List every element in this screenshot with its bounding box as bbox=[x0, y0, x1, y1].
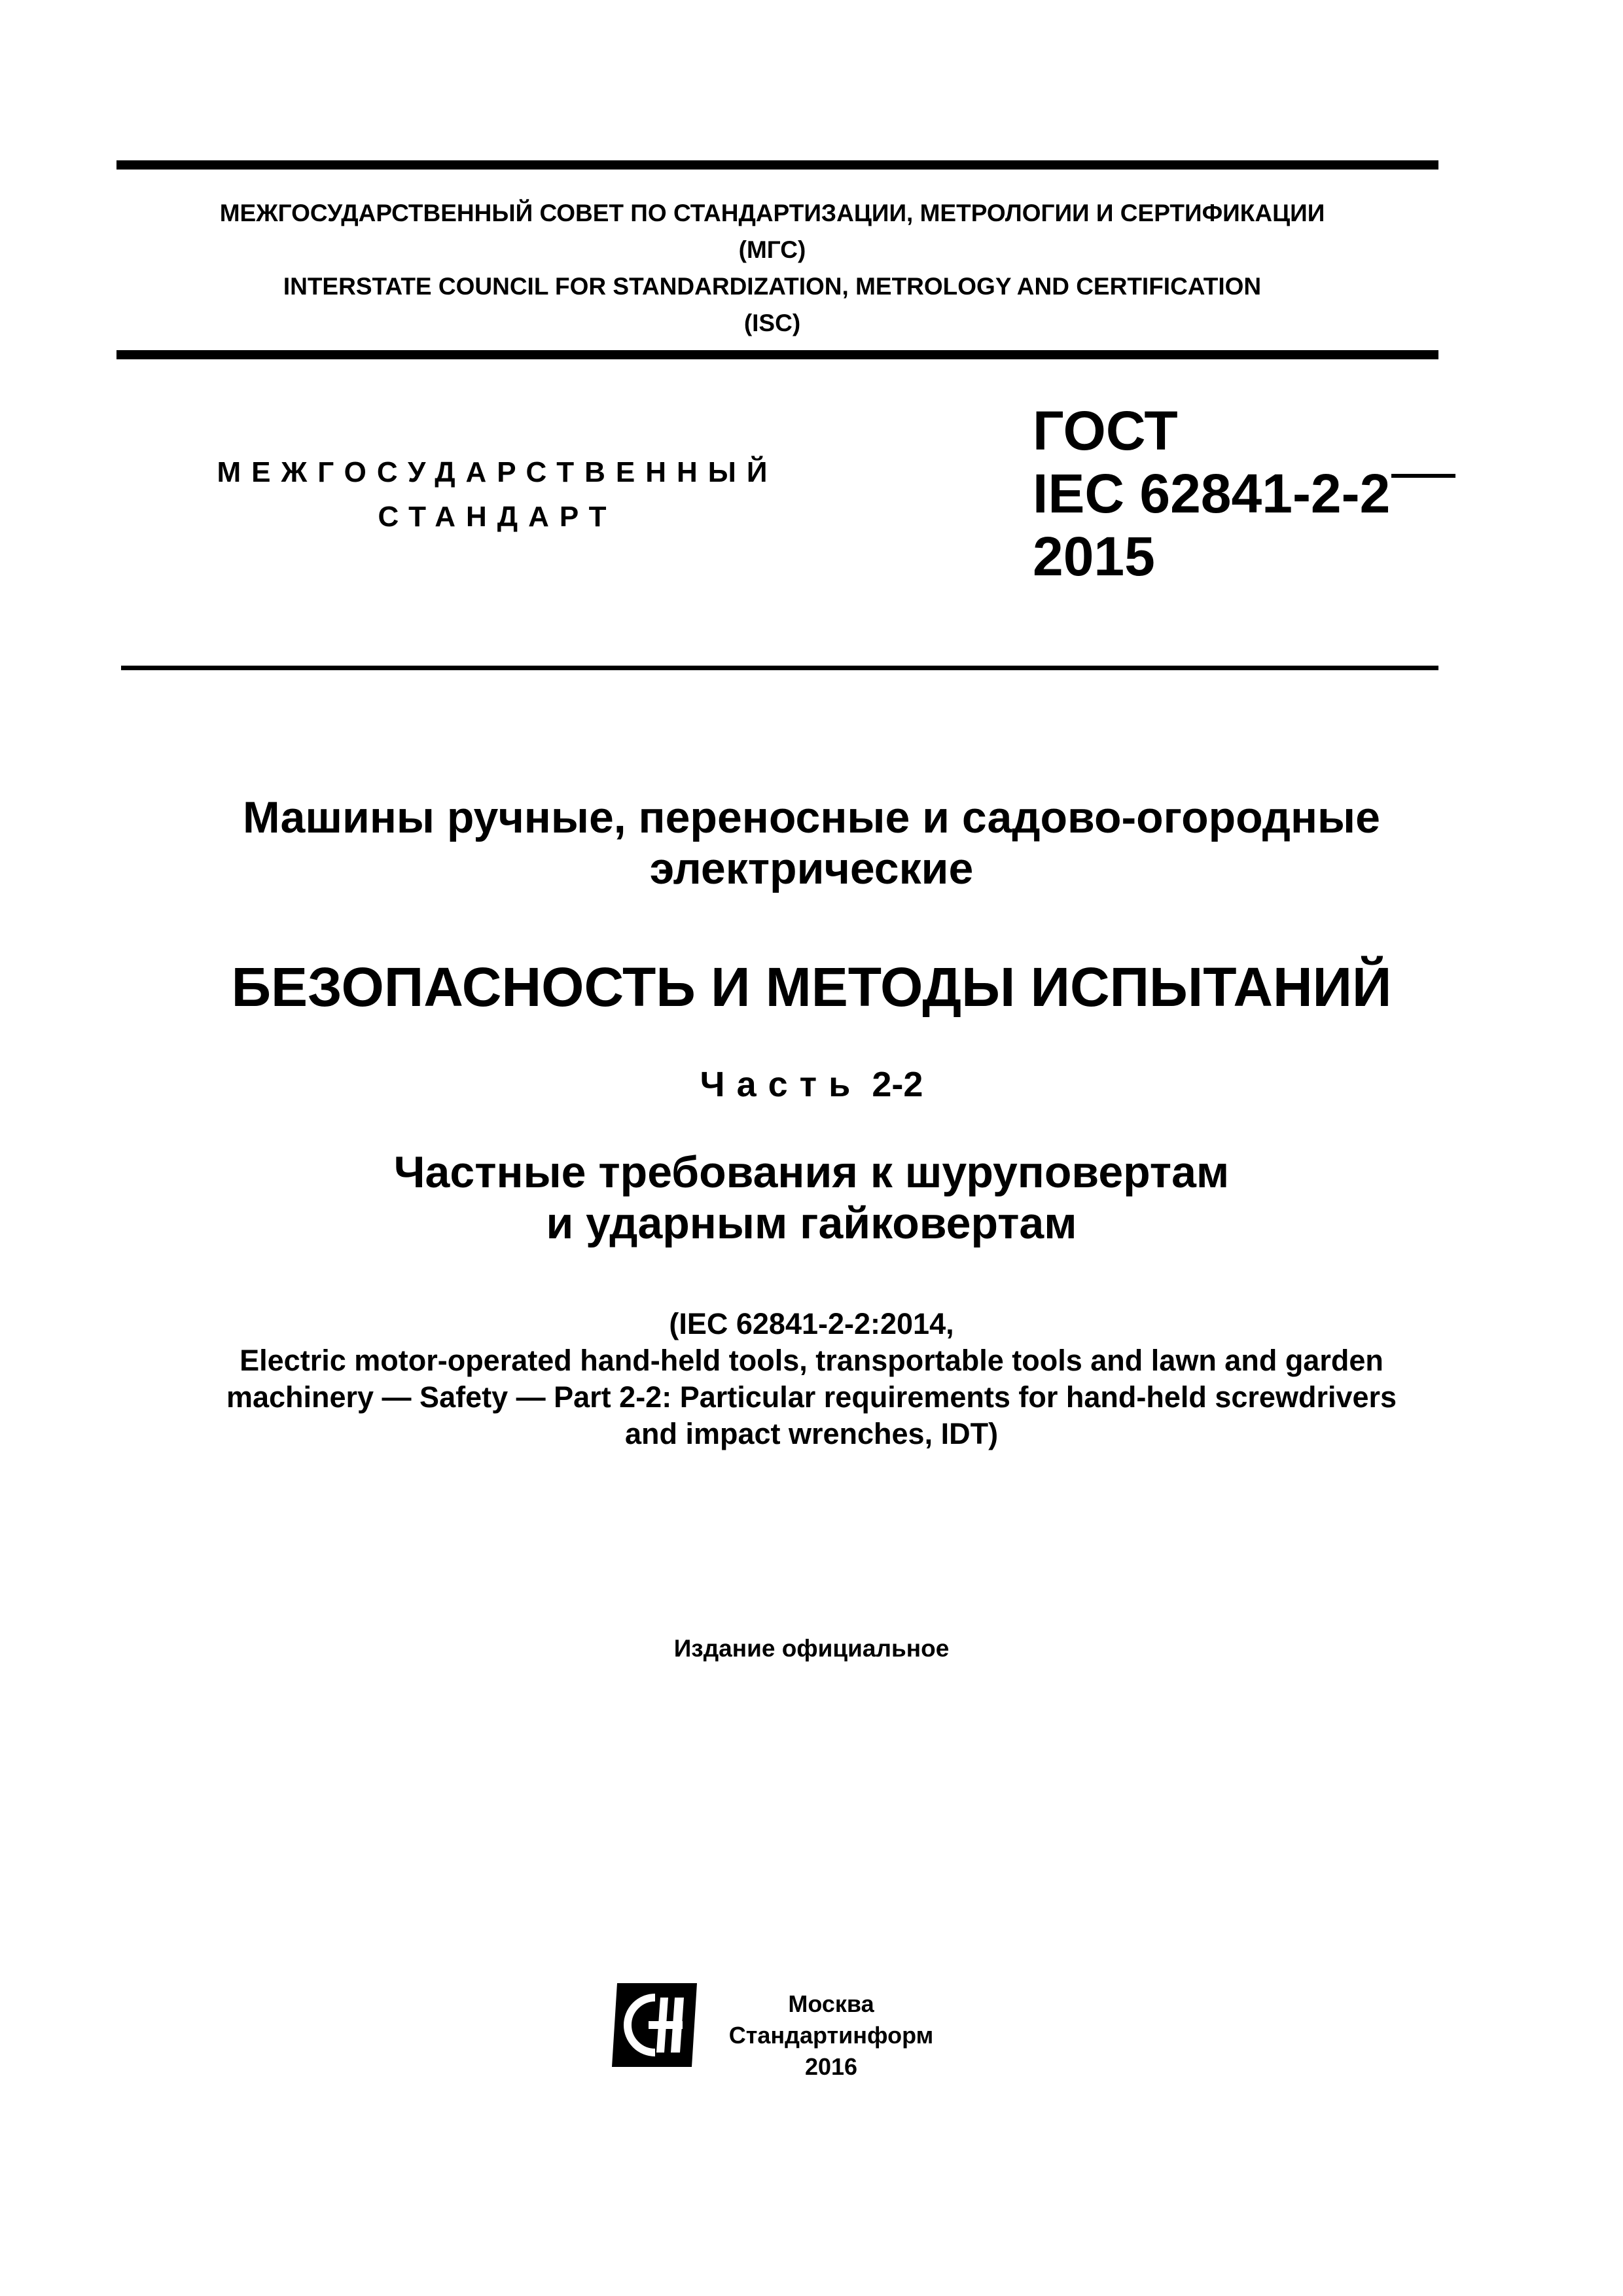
designation-year: 2015 bbox=[1033, 526, 1155, 587]
designation-number-line bbox=[1033, 462, 1455, 525]
designation-dash bbox=[1391, 474, 1455, 478]
intl-line4: and impact wrenches, IDT) bbox=[624, 1417, 999, 1450]
title-line1: Машины ручные, переносные и садово-огородные bbox=[243, 793, 1380, 842]
standartinform-logo-icon bbox=[612, 1983, 697, 2067]
standard-designation bbox=[1033, 399, 1455, 588]
subtitle-line1: Частные требования к шуруповертам bbox=[393, 1147, 1230, 1197]
designation-number: IEC 62841-2-2 bbox=[1033, 463, 1391, 524]
part-number: 2-2 bbox=[872, 1065, 923, 1104]
council-en-abbr: (ISC) bbox=[743, 310, 801, 336]
standard-type-line2: СТАНДАРТ bbox=[378, 501, 617, 533]
standard-type bbox=[157, 450, 838, 539]
intl-line3: machinery — Safety — Part 2-2: Particular requirements for hand-held screwdrivers bbox=[226, 1380, 1397, 1414]
international-reference bbox=[65, 1306, 1558, 1452]
council-header bbox=[118, 195, 1427, 342]
main-title: БЕЗОПАСНОСТЬ И МЕТОДЫ ИСПЫТАНИЙ bbox=[231, 956, 1392, 1018]
council-en: INTERSTATE COUNCIL FOR STANDARDIZATION, METROLOGY AND CERTIFICATION bbox=[283, 273, 1262, 300]
standard-type-line1: МЕЖГОСУДАРСТВЕННЫЙ bbox=[217, 456, 778, 488]
publisher-year: 2016 bbox=[804, 2053, 858, 2080]
intl-line1: (IEC 62841-2-2:2014, bbox=[669, 1307, 954, 1340]
document-title bbox=[79, 792, 1544, 894]
subtitle-line2: и ударным гайковертам bbox=[546, 1198, 1077, 1248]
designation-rule bbox=[121, 666, 1438, 670]
subtitle bbox=[79, 1147, 1544, 1249]
part-label: Часть bbox=[700, 1065, 863, 1104]
council-rule bbox=[116, 350, 1438, 359]
council-ru-abbr: (МГС) bbox=[738, 236, 806, 263]
title-line2: электрические bbox=[649, 844, 974, 893]
intl-line2: Electric motor-operated hand-held tools, transportable tools and lawn and garden bbox=[240, 1344, 1383, 1377]
publisher-name: Стандартинформ bbox=[728, 2022, 934, 2049]
top-rule bbox=[116, 160, 1438, 170]
publisher-block bbox=[713, 1988, 949, 2083]
designation-prefix: ГОСТ bbox=[1033, 400, 1178, 461]
edition-label: Издание официальное bbox=[673, 1635, 950, 1662]
part-heading bbox=[79, 1062, 1544, 1107]
publisher-city: Москва bbox=[788, 1990, 874, 2017]
council-ru: МЕЖГОСУДАРСТВЕННЫЙ СОВЕТ ПО СТАНДАРТИЗАЦИИ, МЕТРОЛОГИИ И СЕРТИФИКАЦИИ bbox=[219, 200, 1325, 226]
